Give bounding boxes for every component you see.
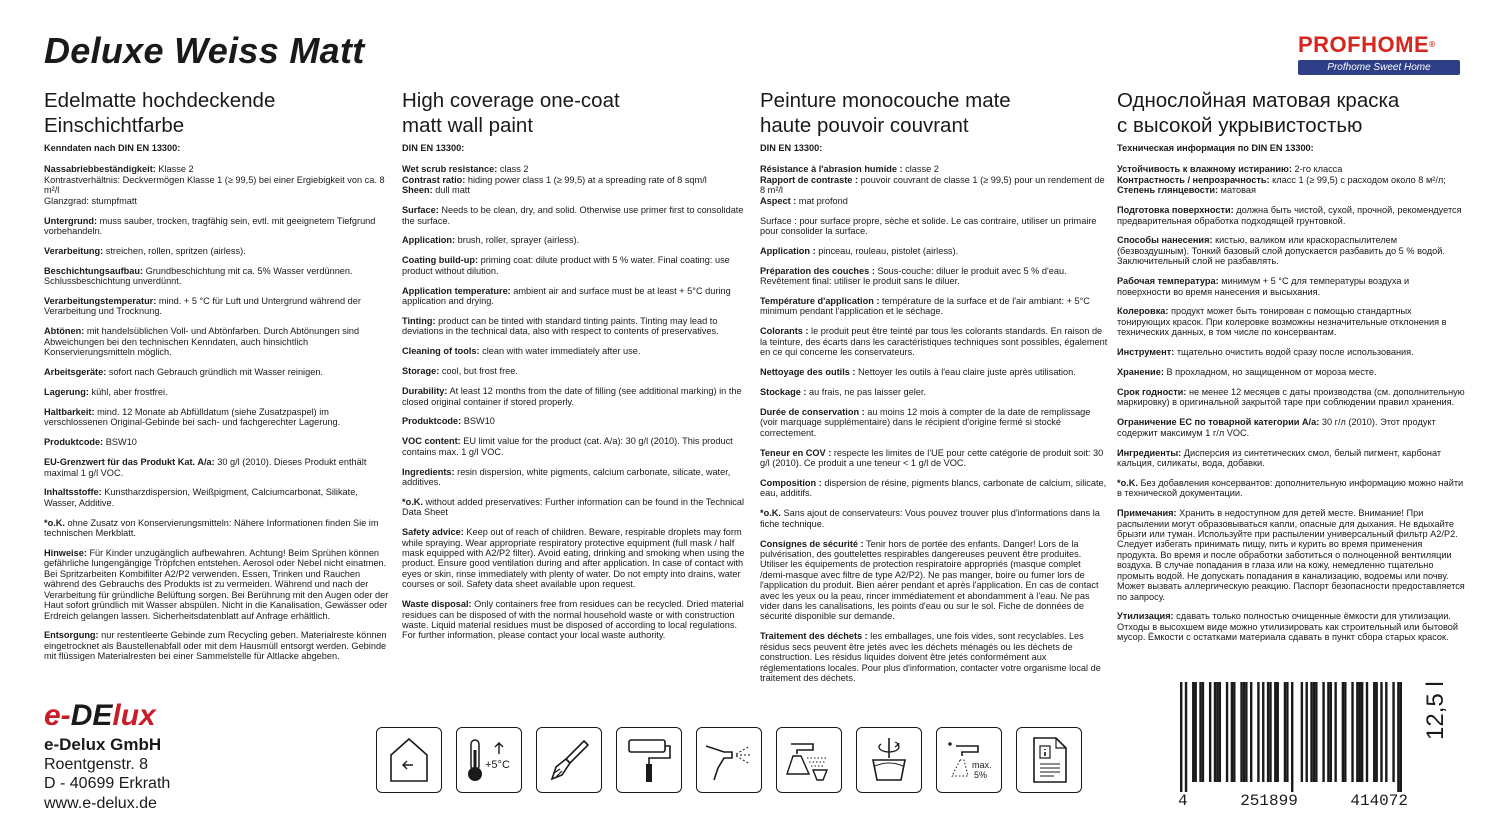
info-text: classe 2: [905, 164, 939, 175]
column-heading: [760, 88, 1108, 138]
info-label: Степень глянцевости:: [1117, 185, 1219, 196]
info-paragraph: [402, 527, 750, 589]
info-label: Produktcode:: [44, 437, 104, 448]
info-text: respecte les limites de l'UE pour cette catégorie de produit soit: 30 g/l (2010). Ce produit a une teneur < 1 g/l de VOC.: [760, 447, 1104, 469]
barcode-bar: [1231, 682, 1233, 782]
info-text: BSW10: [461, 416, 495, 427]
barcode-bar: [1373, 682, 1375, 782]
info-text: mind. + 5 °C für Luft und Untergrund während der Verarbeitung und Trocknung.: [44, 296, 361, 317]
info-text: не менее 12 месяцев с даты производства (см. дополнительную маркировку) в оригинальной закрытой таре при соблюдении правил хранения.: [1117, 387, 1465, 408]
info-label: Colorants :: [760, 326, 809, 337]
info-label: Inhaltsstoffe:: [44, 487, 102, 498]
info-paragraph: [1117, 235, 1465, 266]
barcode-bar: [1209, 682, 1211, 782]
info-paragraph: [402, 497, 750, 518]
info-label: Produktcode:: [402, 416, 462, 427]
info-text: au frais, ne pas laisser geler.: [806, 387, 926, 397]
barcode-bar: [1240, 682, 1242, 782]
barcode-bar: [1267, 682, 1269, 782]
info-paragraph: [402, 235, 750, 245]
info-text: mat profond: [796, 195, 848, 206]
info-text: Needs to be clean, dry, and solid. Otherwise use primer first to consolidate the surface.: [402, 205, 744, 226]
barcode-bar: [1245, 682, 1247, 782]
info-paragraph: [44, 164, 392, 206]
barcode-bar: [1375, 682, 1377, 782]
info-paragraph: [402, 416, 750, 426]
info-paragraph: [402, 255, 750, 276]
info-paragraph: [760, 164, 1108, 206]
info-label: Durability:: [402, 386, 448, 397]
info-label: *o.K.: [44, 517, 65, 528]
info-text: sofort nach Gebrauch gründlich mit Wasser reinigen.: [106, 367, 323, 378]
info-paragraph: [760, 407, 1108, 438]
barcode-bar: [1192, 682, 1194, 782]
column-english: [402, 88, 750, 650]
info-label: Résistance à l'abrasion humide :: [760, 164, 903, 175]
barcode-bar: [1330, 682, 1332, 782]
info-text: Хранить в недоступном для детей месте. Внимание! При распылении могут образовываться капли, опасные для дыхания. Не вдыхайте брызги или туман. Используйте при распылении универсальный фильтр A2/P2. Следует избегать принимать пищу, пить и курить во время применения продукта. Во время и после обработки заботиться о полноценной вентиляции воздуха. В случае попадания в глаза или на кожу, немедленно тщательно промыть водой. Не допускать попадания в канализацию, водоемы или почву. Может вызвать аллергическую реакцию. Паспорт безопасности предоставляется по запросу.: [1117, 508, 1465, 602]
info-label: Колеровка:: [1117, 306, 1169, 317]
barcode: [1180, 682, 1402, 792]
indoor-house-icon: [376, 727, 442, 793]
info-label: Aspect :: [760, 195, 797, 206]
info-label: EU-Grenzwert für das Produkt Kat. A/a:: [44, 457, 215, 468]
info-paragraph: [402, 164, 750, 195]
info-label: Untergrund:: [44, 215, 98, 226]
info-label: Хранение:: [1117, 367, 1164, 378]
info-text: mind. 12 Monate ab Abfülldatum (siehe Zusatzpaspel) im verschlossenen Original-Gebinde bei sach- und fachgerechter Lagerung.: [44, 406, 341, 428]
info-text: В прохладном, но защищенном от мороза месте.: [1163, 367, 1377, 378]
barcode-bar: [1359, 682, 1361, 782]
info-paragraph: [760, 216, 1108, 237]
info-text: brush, roller, sprayer (airless).: [455, 235, 580, 246]
info-paragraph: [44, 216, 392, 237]
info-paragraph: [1117, 306, 1465, 337]
info-paragraph: [402, 467, 750, 488]
info-text: ambient air and surface must be at least + 5°C during application and drying.: [402, 285, 731, 307]
info-paragraph: [760, 448, 1108, 469]
heading-line-2: haute pouvoir couvrant: [760, 114, 969, 137]
info-label: Ограничение ЕС по товарной категории A/a:: [1117, 417, 1320, 428]
info-text: pouvoir couvrant de classe 1 (≥ 99,5) pour un rendement de 8 m²/l: [760, 174, 1105, 196]
info-label: *o.K.: [402, 496, 423, 507]
info-text: dispersion de résine, pigments blancs, carbonate de calcium, silicate, eau, additifs.: [760, 477, 1107, 499]
info-paragraph: [1117, 611, 1465, 642]
info-paragraph: [44, 326, 392, 357]
info-paragraph: [44, 548, 392, 621]
barcode-bar: [1194, 682, 1196, 782]
edelux-logo: e-DElux: [44, 699, 156, 732]
info-paragraph: [1117, 164, 1465, 195]
info-label: Stockage :: [760, 387, 807, 397]
info-label: Примечания:: [1117, 508, 1177, 519]
info-paragraph: [44, 437, 392, 447]
info-text: ohne Zusatz von Konservierungsmitteln: Nähere Informationen finden Sie im technischen Merkblatt.: [44, 517, 379, 539]
barcode-bar: [1180, 682, 1182, 792]
clean-tools-water-icon: [776, 727, 842, 793]
info-label: Nassabriebbeständigkeit:: [44, 164, 156, 175]
info-paragraph: [1117, 276, 1465, 297]
barcode-bar: [1327, 682, 1329, 782]
info-paragraph: [402, 599, 750, 641]
column-subheading: DIN EN 13300:: [402, 143, 465, 153]
info-label: Safety advice:: [402, 527, 464, 538]
barcode-bar: [1286, 682, 1288, 782]
info-paragraph: [44, 266, 392, 287]
info-label: Waste disposal:: [402, 599, 472, 610]
info-label: Composition :: [760, 477, 822, 488]
mixing-bucket-icon: [856, 727, 922, 793]
info-text: Grundbeschichtung mit ca. 5% Wasser verdünnen. Schlussbeschichtung unverdünnt.: [44, 265, 353, 287]
logo-tagline: Profhome Sweet Home: [1298, 60, 1460, 75]
info-label: Verarbeitungstemperatur:: [44, 296, 157, 307]
info-paragraph: [1117, 367, 1465, 377]
info-text: resin dispersion, white pigments, calcium carbonate, silicate, water, additives.: [402, 466, 731, 488]
info-text: 30 g/l (2010). Dieses Produkt enthält maximal 1 g/l VOC.: [44, 457, 367, 478]
barcode-bar: [1257, 682, 1259, 782]
info-text: Kunstharzdispersion, Weißpigment, Calciumcarbonat, Silikate, Wasser, Additive.: [44, 487, 358, 508]
info-text: dull matt: [432, 185, 470, 196]
info-text: At least 12 months from the date of filling (see additional marking) in the closed original container if stored properly.: [402, 386, 742, 407]
info-paragraph: [402, 205, 750, 226]
barcode-digit-3: 414072: [1350, 792, 1408, 810]
info-text: продукт может быть тонирован с помощью стандартных тонирующих красок. При колеровке возможны незначительные отклонения в технических данных, в том числе по консервантам.: [1117, 306, 1447, 338]
barcode-bar: [1310, 682, 1312, 782]
info-label: Application:: [402, 235, 456, 246]
info-label: Application temperature:: [402, 285, 511, 296]
heading-line-1: High coverage one-coat: [402, 89, 620, 112]
info-text: product can be tinted with standard tinting paints. Tinting may lead to deviations in the technical data, also with respect to contents of preservatives.: [402, 315, 719, 337]
info-paragraph: [1117, 347, 1465, 357]
profhome-logo: [1298, 32, 1460, 75]
info-label: Contrast ratio:: [402, 174, 466, 185]
barcode-bar: [1366, 682, 1368, 782]
heading-line-2: matt wall paint: [402, 114, 534, 137]
info-label: Haltbarkeit:: [44, 406, 95, 417]
info-text: mit handelsüblichen Voll- und Abtönfarben. Durch Abtönungen sind Abweichungen bei den technischen Kenndaten, auch hinsichtlich Konservierungsmitteln möglich.: [44, 326, 360, 358]
barcode-bar: [1262, 682, 1264, 782]
info-paragraph: [760, 296, 1108, 317]
barcode-bar: [1269, 682, 1271, 782]
column-russian: [1117, 88, 1465, 652]
sprayer-icon: [696, 727, 762, 793]
info-text: Surface : pour surface propre, sèche et solide. Le cas contraire, utiliser un primaire pour consolider la surface.: [760, 215, 1097, 236]
barcode-bar: [1226, 682, 1228, 782]
info-label: Срок годности:: [1117, 387, 1187, 397]
info-label: Рабочая температура:: [1117, 276, 1219, 287]
heading-line-1: Edelmatte hochdeckende: [44, 89, 276, 112]
info-text: должна быть чистой, сухой, прочной, рекомендуется предварительная обработка подходящей грунтовкой.: [1117, 205, 1462, 226]
info-label: Nettoyage des outils :: [760, 367, 856, 378]
info-text: without added preservatives: Further information can be found in the Technical Data Sheet: [402, 496, 745, 518]
info-paragraph: [44, 367, 392, 377]
column-heading: [44, 88, 392, 138]
barcode-bar: [1361, 682, 1363, 782]
info-label: Wet scrub resistance:: [402, 164, 498, 175]
info-label: Consignes de sécurité :: [760, 538, 864, 549]
info-paragraph: [760, 631, 1108, 683]
info-text: nur restentleerte Gebinde zum Recycling geben. Materialreste können eingetrocknet als Baustellenabfall oder mit dem Hausmüll entsorgt werden. Gebinde mit flüssigen Materialresten bei einer Sammelstelle für Altlacke abgeben.: [44, 630, 387, 662]
info-paragraph: [44, 246, 392, 256]
info-label: Application :: [760, 245, 816, 256]
info-text: кистью, валиком или краскораспылителем (безвоздушным). Тонкий базовый слой допускается разбавить до 5 % водой. Заключительный слой не разбавлять.: [1117, 235, 1445, 267]
company-web: www.e-delux.de: [44, 794, 157, 812]
barcode-bar: [1291, 682, 1293, 792]
info-label: Durée de conservation :: [760, 406, 865, 417]
info-label: Entsorgung:: [44, 630, 99, 641]
info-label: Teneur en COV :: [760, 447, 832, 458]
barcode-bar: [1216, 682, 1218, 782]
info-paragraph: [1117, 387, 1465, 408]
info-label: Ингредиенты:: [1117, 447, 1182, 458]
company-address: [44, 735, 170, 813]
info-paragraph: [44, 630, 392, 661]
info-label: Préparation des couches :: [760, 265, 875, 276]
barcode-bar: [1397, 682, 1399, 792]
info-text: température de la surface et de l'air ambiant: + 5°C minimum pendant l'application et le séchage.: [760, 296, 1090, 317]
info-paragraph: [760, 539, 1108, 622]
info-paragraph: [402, 286, 750, 307]
barcode-bar: [1185, 682, 1187, 792]
info-text: muss sauber, trocken, tragfähig sein, evtl. mit geeignetem Tiefgrund vorbehandeln.: [44, 215, 376, 236]
heading-line-2: с высокой укрывистостью: [1117, 114, 1363, 137]
info-label: Контрастность / непрозрачность:: [1117, 174, 1270, 185]
barcode-bar: [1322, 682, 1324, 782]
info-paragraph: [44, 387, 392, 397]
temperature-icon: [456, 727, 522, 793]
barcode-bar: [1214, 682, 1216, 782]
info-label: Устойчивость к влажному истиранию:: [1117, 164, 1292, 175]
company-city: D - 40699 Erkrath: [44, 775, 171, 792]
barcode-bar: [1305, 682, 1307, 782]
info-text: Tenir hors de portée des enfants. Danger! Lors de la pulvérisation, des gouttelettes respirables dangereuses peuvent être produites. Utiliser les équipements de protection respiratoire appropriés (masque complet /demi-masque avec filtre de type A2/P2). Ne pas manger, boire ou fumer lors de l'application du produit. Bien aérer pendant et après l'application. En cas de contact avec les yeux ou la peau, rincer immédiatement et abondamment à l'eau. Ne pas vider dans les canalisations, les points d'eau ou sur le sol. Fiche de données de sécurité disponible sur demande.: [760, 538, 1099, 622]
barcode-bar: [1313, 682, 1315, 782]
info-label: Способы нанесения:: [1117, 235, 1213, 246]
info-paragraph: [760, 266, 1108, 287]
info-text: Nettoyer les outils à l'eau claire juste après utilisation.: [855, 367, 1076, 378]
info-label: VOC content:: [402, 436, 461, 447]
info-label: Tinting:: [402, 315, 436, 326]
barcode-bar: [1380, 682, 1382, 782]
info-text: kühl, aber frostfrei.: [88, 387, 168, 397]
info-label: Утилизация:: [1117, 611, 1174, 622]
info-text: priming coat: dilute product with 5 % water. Final coating: use product without dilution.: [402, 255, 730, 276]
column-subheading: DIN EN 13300:: [760, 143, 823, 153]
info-paragraph: [760, 478, 1108, 499]
barcode-bar: [1250, 682, 1252, 782]
info-text: 2-го класса: [1294, 164, 1343, 175]
column-subheading: Техническая информация по DIN EN 13300:: [1117, 143, 1314, 153]
info-paragraph: [402, 316, 750, 337]
info-label: Storage:: [402, 366, 440, 377]
info-paragraph: [44, 296, 392, 317]
info-label: Rapport de contraste :: [760, 174, 859, 185]
column-subheading: Kenndaten nach DIN EN 13300:: [44, 143, 181, 153]
info-label: *o.K.: [760, 508, 781, 519]
dilute-water-icon: [936, 727, 1002, 793]
info-text: les emballages, une fois vides, sont recyclables. Les résidus secs peuvent être jetés avec les déchets ménagés ou les déchets de construction. Les résidus liquides doivent être jetés conformément aux réglementations locales. Pour plus d'information, contacter votre organisme local de traitement des déchets.: [760, 631, 1101, 683]
barcode-bar: [1202, 682, 1204, 782]
volume-label: 12,5 l: [1422, 681, 1449, 740]
barcode-bar: [1400, 682, 1402, 792]
barcode-digit-2: 251899: [1240, 792, 1298, 810]
column-french: [760, 88, 1108, 693]
barcode-bar: [1199, 682, 1201, 782]
info-paragraph: [44, 407, 392, 428]
info-label: Sheen:: [402, 185, 433, 196]
roller-icon: [616, 727, 682, 793]
info-text: минимум + 5 °C для температуры воздуха и поверхности во время нанесения и высыхания.: [1117, 276, 1410, 297]
info-text: Only containers free from residues can be recycled. Dried material residues can be disposed of with the normal household waste or with construction waste. Liquid material residues must be disposed of according to local regulations. For further information, please contact your local waste authority.: [402, 599, 744, 641]
info-text: Sous-couche: diluer le produit avec 5 % d'eau. Revêtement final: utiliser le produit sans le diluer.: [760, 265, 1067, 287]
barcode-bar: [1243, 682, 1245, 782]
barcode-bar: [1219, 682, 1221, 782]
info-label: Cleaning of tools:: [402, 346, 480, 357]
column-german: [44, 88, 392, 671]
heading-line-1: Однослойная матовая краска: [1117, 89, 1400, 112]
column-heading: [1117, 88, 1465, 138]
barcode-bar: [1351, 682, 1353, 782]
info-label: Beschichtungsaufbau:: [44, 265, 144, 276]
info-text: au moins 12 mois à compter de la date de remplissage (voir marquage supplémentaire) dans le récipient d'origine fermé si stocké correctement.: [760, 406, 1091, 438]
info-paragraph: [402, 366, 750, 376]
info-label: Température d'application :: [760, 296, 880, 307]
info-label: Traitement des déchets :: [760, 631, 868, 642]
info-text: Klasse 2 Kontrastverhältnis: Deckvermögen Klasse 1 (≥ 99,5) bei einer Ergiebigkeit von ca. 8 m²/l Glanzgrad: stumpfmatt: [44, 164, 385, 206]
info-paragraph: [1117, 448, 1465, 469]
info-label: Ingredients:: [402, 466, 455, 477]
barcode-bar: [1342, 682, 1344, 782]
barcode-bar: [1385, 682, 1387, 782]
info-paragraph: [1117, 508, 1465, 602]
info-text: 30 г/л (2010). Этот продукт содержит максимум 1 г/л VOC.: [1117, 417, 1436, 438]
barcode-bar: [1392, 682, 1394, 782]
logo-brand: PROFHOME®: [1298, 32, 1436, 57]
info-paragraph: [760, 387, 1108, 397]
info-paragraph: [760, 367, 1108, 377]
info-text: тщательно очистить водой сразу после использования.: [1174, 347, 1414, 358]
info-paragraph: [760, 246, 1108, 256]
info-text: cool, but frost free.: [439, 366, 518, 377]
company-street: Roentgenstr. 8: [44, 755, 149, 773]
info-label: Surface:: [402, 205, 439, 216]
info-label: Abtönen:: [44, 326, 85, 337]
info-label: Hinweise:: [44, 548, 87, 559]
info-label: Подготовка поверхности:: [1117, 205, 1234, 216]
barcode-bar: [1344, 682, 1346, 782]
barcode-bar: [1334, 682, 1336, 782]
info-paragraph: [1117, 478, 1465, 499]
column-heading: [402, 88, 750, 138]
product-title: Deluxe Weiss Matt: [44, 30, 365, 71]
heading-line-1: Peinture monocouche mate: [760, 89, 1011, 112]
info-text: le produit peut être teinté par tous les colorants standards. En raison de la teinture, des écarts dans les caractéristiques techniques sont possibles, également en ce qui concerne les conservateurs.: [760, 326, 1108, 358]
barcode-bar: [1356, 682, 1358, 782]
info-paragraph: [402, 386, 750, 407]
info-text: класс 1 (≥ 99,5) с расходом около 8 м²/л;: [1269, 174, 1446, 185]
info-text: hiding power class 1 (≥ 99,5) at a spreading rate of 8 sqm/l: [467, 174, 707, 185]
info-text: streichen, rollen, spritzen (airless).: [103, 245, 246, 256]
info-label: Coating build-up:: [402, 255, 479, 266]
info-text: Дисперсия из синтетических смол, белый пигмент, карбонат кальция, силикаты, вода, добавки.: [1117, 447, 1442, 469]
info-label: *o.K.: [1117, 477, 1138, 488]
barcode-bar: [1284, 682, 1286, 782]
barcode-bar: [1233, 682, 1235, 782]
info-paragraph: [402, 436, 750, 457]
info-text: Sans ajout de conservateurs: Vous pouvez trouver plus d'informations dans la fiche technique.: [760, 508, 1100, 529]
info-text: EU limit value for the product (cat. A/a): 30 g/l (2010). This product contains max. 1 g/l VOC.: [402, 436, 733, 457]
svg-text:max.: max.: [972, 760, 992, 770]
info-label: Verarbeitung:: [44, 245, 104, 256]
info-text: Без добавления консервантов: дополнительную информацию можно найти в технической документации.: [1117, 477, 1464, 499]
info-paragraph: [760, 326, 1108, 357]
barcode-bar: [1315, 682, 1317, 782]
info-label: Инструмент:: [1117, 347, 1175, 358]
barcode-digits: [1178, 792, 1408, 810]
info-paragraph: [402, 346, 750, 356]
info-label: Lagerung:: [44, 387, 89, 397]
info-paragraph: [44, 487, 392, 508]
info-text: BSW10: [103, 437, 137, 448]
info-paragraph: [760, 508, 1108, 529]
barcode-digit-1: 4: [1178, 792, 1188, 810]
barcode-bar: [1301, 682, 1303, 782]
info-text: class 2: [499, 164, 529, 175]
brush-icon: [536, 727, 602, 793]
datasheet-icon: [1016, 727, 1082, 793]
info-text: Für Kinder unzugänglich aufbewahren. Achtung! Beim Sprühen können gefährliche lungengängige Tröpfchen entstehen. Aerosol oder Nebel nicht einatmen. Bei Spritzarbeiten Kombifilter A2/P2 verwenden. Essen, Trinken und Rauchen während des Gebrauchs des Produkts ist zu vermeiden. Während und nach der Verarbeitung für gründliche Belüftung sorgen. Bei Berührung mit den Augen oder der Haut sofort gründlich mit Wasser abspülen. Nicht in die Kanalisation, Gewässer oder Erdreich gelangen lassen. Sicherheitsdatenblatt auf Anfrage erhältlich.: [44, 548, 389, 621]
info-text: матовая: [1218, 185, 1256, 196]
info-paragraph: [44, 518, 392, 539]
info-text: pinceau, rouleau, pistolet (airless).: [815, 245, 959, 256]
company-name: e-Delux GmbH: [44, 735, 162, 754]
info-paragraph: [1117, 417, 1465, 438]
usage-icons: [376, 727, 1082, 793]
info-text: Keep out of reach of children. Beware, respirable droplets may form while spraying. Wear appropriate respiratory protective equipment (full mask / half mask equipped with A2/P2 filter). Avoid eating, drinking and smoking when using the product. Ensure good ventilation during and after application. In case of contact with eyes or skin, rinse immediately with plenty of water. Do not empty into drains, water courses or soil. Safety data sheet available upon request.: [402, 527, 745, 590]
barcode-bar: [1274, 682, 1276, 782]
barcode-bar: [1277, 682, 1279, 782]
heading-line-2: Einschichtfarbe: [44, 114, 185, 137]
svg-text:5%: 5%: [974, 770, 988, 780]
info-text: сдавать только полностью очищенные ёмкости для утилизации. Отходы в высохшем виде можно утилизировать как строительный или бытовой мусор. Ёмкости с остатками материала сдавать в пункт сбора старых красок.: [1117, 611, 1459, 643]
info-text: clean with water immediately after use.: [479, 346, 641, 357]
info-paragraph: [1117, 205, 1465, 226]
svg-text:+5°C: +5°C: [485, 759, 510, 771]
info-paragraph: [44, 457, 392, 478]
info-label: Arbeitsgeräte:: [44, 367, 107, 378]
